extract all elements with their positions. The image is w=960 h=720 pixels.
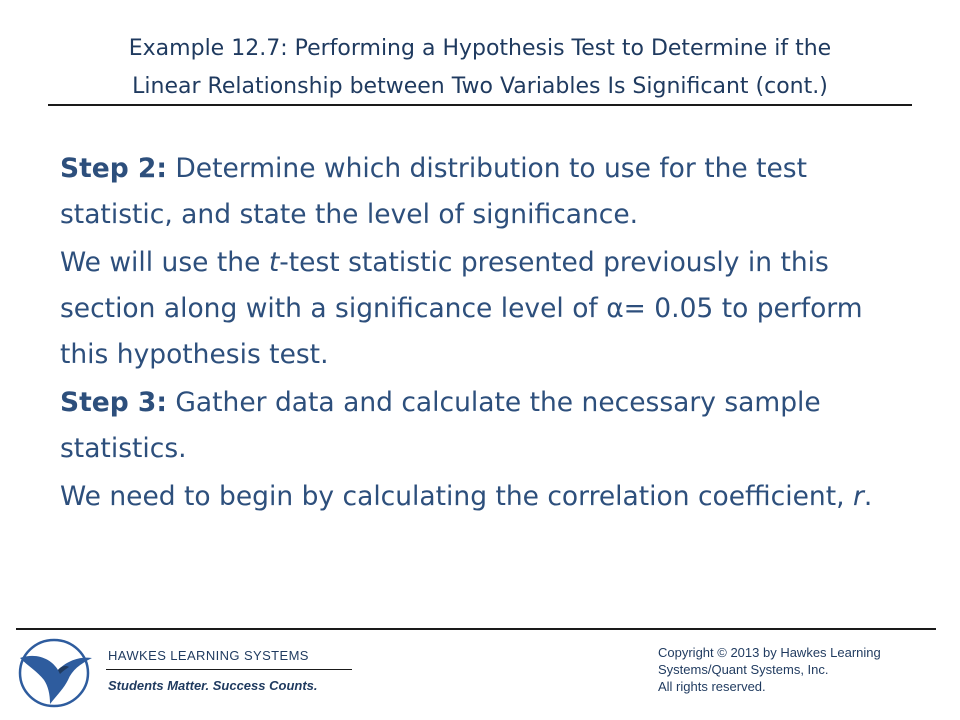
- slide-title-line-2: Linear Relationship between Two Variables Is Significant (cont.): [132, 74, 828, 99]
- brand-name: HAWKES LEARNING SYSTEMS: [108, 648, 309, 663]
- copyright-line-1: Copyright © 2013 by Hawkes Learning: [658, 645, 881, 660]
- brand-tagline: Students Matter. Success Counts.: [108, 678, 318, 693]
- step-2-detail-a: We will use the: [60, 247, 269, 278]
- step-3-paragraph: [60, 380, 900, 472]
- step-3-detail-b: .: [863, 481, 873, 512]
- step-3-text: Gather data and calculate the necessary sample statistics.: [60, 387, 821, 464]
- step-3-detail-paragraph: [60, 474, 900, 520]
- step-2-detail-paragraph: [60, 240, 900, 378]
- slide-body: [60, 146, 900, 522]
- slide-title-line-1: Example 12.7: Performing a Hypothesis Test to Determine if the: [128, 36, 832, 61]
- r-variable: r: [852, 481, 864, 512]
- title-divider: [48, 104, 912, 106]
- step-2-paragraph: [60, 146, 900, 238]
- brand-underline: [106, 669, 352, 670]
- step-2-text: Determine which distribution to use for the test statistic, and state the level of significance.: [60, 153, 808, 230]
- hawk-logo-icon: [14, 636, 94, 710]
- slide-title: [48, 30, 912, 106]
- t-variable: t: [268, 247, 280, 278]
- alpha-symbol: α: [606, 293, 624, 324]
- step-2-detail-b: -test statistic presented previously in this section along with a significance level of: [60, 247, 829, 324]
- copyright-line-3: All rights reserved.: [658, 679, 766, 694]
- step-3-detail-a: We need to begin by calculating the correlation coefficient,: [60, 481, 853, 512]
- step-2-label: Step 2:: [60, 153, 167, 184]
- copyright-notice: [658, 644, 948, 695]
- step-3-label: Step 3:: [60, 387, 167, 418]
- step-2-detail-c: = 0.05 to perform this hypothesis test.: [60, 293, 863, 370]
- footer-divider: [16, 628, 936, 630]
- copyright-line-2: Systems/Quant Systems, Inc.: [658, 662, 829, 677]
